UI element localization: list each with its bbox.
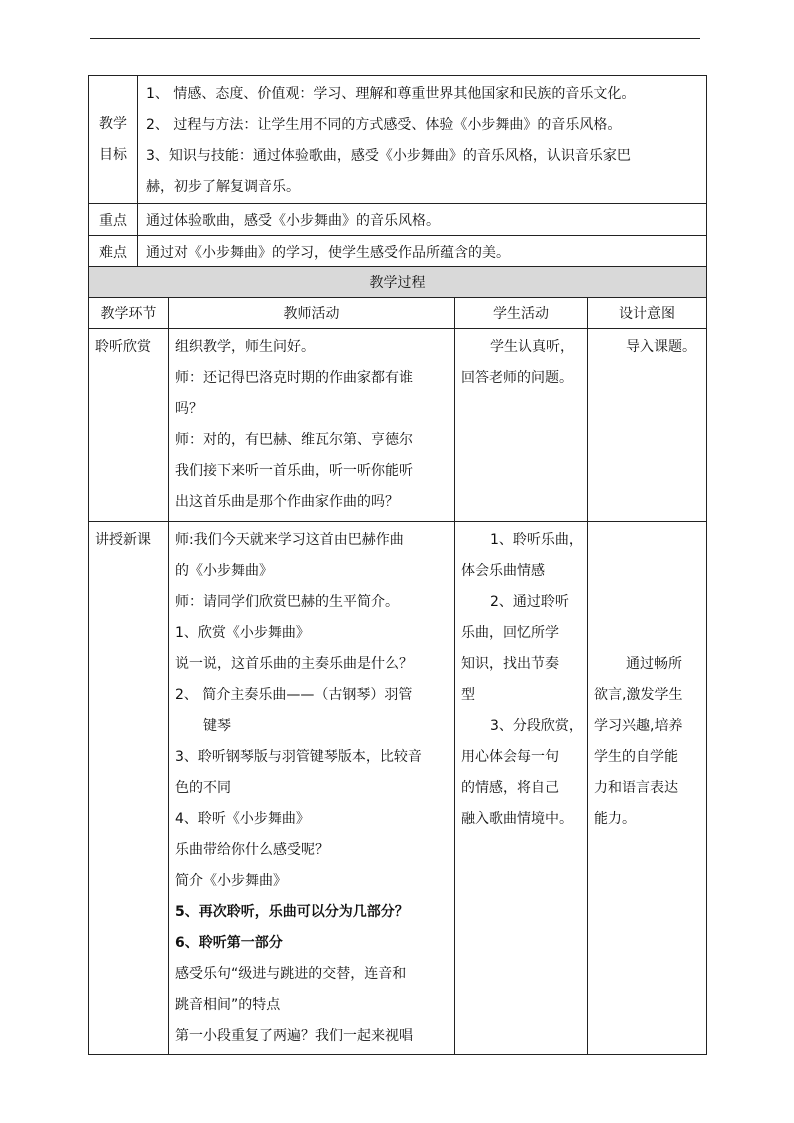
teacher-line: 乐曲带给你什么感受呢？ — [175, 842, 329, 858]
teacher-line: 的《小步舞曲》 — [175, 563, 273, 579]
teacher-line: 色的不同 — [175, 780, 231, 796]
goal-item: 2、 过程与方法：让学生用不同的方式感受、体验《小步舞曲》的音乐风格。 — [146, 117, 622, 133]
teacher-line: 1、欣赏《小步舞曲》 — [175, 625, 310, 641]
student-line: 乐曲，回忆所学 — [461, 625, 559, 641]
teacher-line: 师:我们今天就来学习这首由巴赫作曲 — [175, 532, 404, 548]
student-line: 体会乐曲情感 — [461, 563, 545, 579]
teacher-line: 吗？ — [175, 401, 203, 417]
difficulty-row — [89, 236, 707, 268]
key-point-label: 重点 — [89, 204, 138, 236]
stage-label: 讲授新课 — [95, 532, 151, 548]
teacher-line: 2、 简介主奏乐曲——（古钢琴）羽管 — [175, 687, 413, 703]
student-line: 知识，找出节奏 — [461, 656, 559, 672]
goals-row — [89, 76, 707, 204]
teacher-line: 师：对的，有巴赫、维瓦尔第、亨德尔 — [175, 432, 413, 448]
teacher-line: 5、再次聆听，乐曲可以分为几部分？ — [175, 904, 409, 920]
difficulty-text: 通过对《小步舞曲》的学习，使学生感受作品所蕴含的美。 — [138, 236, 707, 268]
teacher-line: 第一小段重复了两遍？我们一起来视唱 — [175, 1028, 413, 1044]
teacher-activity-cell — [169, 522, 455, 1055]
intent-text: 导入课题。 — [626, 339, 696, 355]
process-row-listen — [89, 329, 707, 522]
teacher-line: 简介《小步舞曲》 — [175, 873, 287, 889]
teacher-line: 4、聆听《小步舞曲》 — [175, 811, 310, 827]
student-line: 用心体会每一句 — [461, 749, 559, 765]
process-table — [88, 266, 707, 1055]
intent-cell — [588, 522, 707, 1055]
goal-item: 3、知识与技能：通过体验歌曲，感受《小步舞曲》的音乐风格，认识音乐家巴 — [146, 148, 631, 164]
header-student: 学生活动 — [455, 298, 588, 329]
student-line: 1、聆听乐曲， — [490, 532, 583, 548]
goals-content-cell — [138, 76, 707, 204]
intent-line: 学习兴趣,培养 — [594, 718, 683, 734]
objectives-table — [88, 75, 707, 268]
student-line: 学生认真听， — [490, 339, 574, 355]
teacher-line: 我们接下来听一首乐曲，听一听你能听 — [175, 463, 413, 479]
student-line: 3、分段欣赏， — [490, 718, 583, 734]
student-line: 的情感，将自己 — [461, 780, 559, 796]
goal-item: 赫，初步了解复调音乐。 — [146, 179, 300, 195]
teacher-line: 跳音相间”的特点 — [175, 997, 281, 1013]
header-intent: 设计意图 — [588, 298, 707, 329]
teacher-line: 3、聆听钢琴版与羽管键琴版本，比较音 — [175, 749, 422, 765]
stage-label: 聆听欣赏 — [95, 339, 151, 355]
process-header-row — [89, 298, 707, 329]
stage-cell — [89, 329, 169, 522]
teacher-line: 师：请同学们欣赏巴赫的生平简介。 — [175, 594, 399, 610]
student-activity-cell — [455, 522, 588, 1055]
student-activity-cell — [455, 329, 588, 522]
teacher-line: 6、聆听第一部分 — [175, 935, 283, 951]
intent-line: 力和语言表达 — [594, 780, 678, 796]
intent-line: 欲言,激发学生 — [594, 687, 683, 703]
intent-line: 通过畅所 — [626, 656, 682, 672]
intent-line: 能力。 — [594, 811, 636, 827]
teacher-line: 感受乐句“级进与跳进的交替，连音和 — [175, 966, 407, 982]
intent-cell — [588, 329, 707, 522]
teacher-line: 说一说，这首乐曲的主奏乐曲是什么？ — [175, 656, 413, 672]
teacher-line: 组织教学，师生问好。 — [175, 339, 315, 355]
key-point-text: 通过体验歌曲，感受《小步舞曲》的音乐风格。 — [138, 204, 707, 236]
goals-label-cell — [89, 76, 138, 204]
process-row-teach — [89, 522, 707, 1055]
teacher-line: 师：还记得巴洛克时期的作曲家都有谁 — [175, 370, 413, 386]
goals-label-line1: 教学 — [99, 115, 127, 132]
teacher-line: 出这首乐曲是那个作曲家作曲的吗？ — [175, 494, 399, 510]
student-line: 回答老师的问题。 — [461, 370, 573, 386]
key-point-row — [89, 204, 707, 236]
teacher-activity-cell — [169, 329, 455, 522]
header-teacher: 教师活动 — [169, 298, 455, 329]
teacher-line: 键琴 — [203, 718, 231, 734]
intent-line: 学生的自学能 — [594, 749, 678, 765]
student-line: 型 — [461, 687, 475, 703]
process-title-row — [89, 267, 707, 298]
student-line: 2、通过聆听 — [490, 594, 569, 610]
student-line: 融入歌曲情境中。 — [461, 811, 573, 827]
stage-cell — [89, 522, 169, 1055]
goal-item: 1、 情感、态度、价值观：学习、理解和尊重世界其他国家和民族的音乐文化。 — [146, 86, 636, 102]
header-rule — [90, 38, 700, 39]
process-title: 教学过程 — [89, 267, 707, 298]
difficulty-label: 难点 — [89, 236, 138, 268]
goals-label-line2: 目标 — [99, 146, 127, 163]
header-stage: 教学环节 — [89, 298, 169, 329]
